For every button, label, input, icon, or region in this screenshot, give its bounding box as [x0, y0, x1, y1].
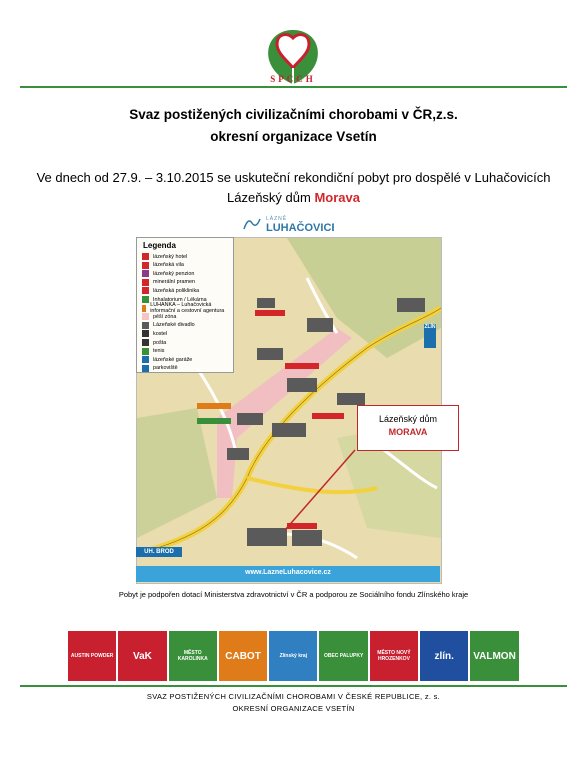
legend-item-label: Lázeňské divadlo: [153, 322, 195, 329]
parking-icon: [142, 365, 149, 372]
sponsor-logo: [169, 631, 217, 681]
pharmacy-icon: [142, 296, 149, 303]
venue-prefix: Lázeňský dům: [227, 190, 315, 205]
legend-item-label: lázeňské garáže: [153, 356, 193, 363]
pedestrian-zone-icon: [142, 313, 149, 320]
legend-item: [142, 364, 178, 373]
legend-item-label: kostel: [153, 330, 168, 337]
sponsor-logo: [370, 631, 418, 681]
spa-villa-icon: [142, 262, 149, 269]
sponsor-name: AUSTIN POWDER: [70, 653, 114, 659]
spa-pension-icon: [142, 270, 149, 277]
church-icon: [142, 330, 149, 337]
legend-item-label: minerální pramen: [153, 279, 195, 286]
legend-item-label: pošta: [153, 339, 167, 346]
info-icon: [142, 305, 146, 312]
legend-item-label: Inhalatorium / Lékárna: [153, 296, 207, 303]
legend-item-label: lázeňská poliklinika: [153, 287, 200, 294]
organization-subtitle: okresní organizace Vsetín: [210, 129, 377, 144]
legend-item-label: parkoviště: [153, 365, 178, 372]
callout-line1: Lázeňský dům: [378, 414, 438, 424]
sponsor-name: VaK: [132, 650, 152, 662]
map-legend: [136, 237, 234, 373]
clinic-icon: [142, 287, 149, 294]
sponsor-logo: [68, 631, 116, 681]
legend-item-label: lázeňský hotel: [153, 253, 188, 260]
lazne-small-text: LÁZNĚ: [266, 216, 288, 222]
event-info: Ve dnech od 27.9. – 3.10.2015 se uskuteční rekondiční pobyt pro dospělé v Luhačovicích: [36, 170, 551, 185]
tennis-icon: [142, 348, 149, 355]
support-statement: Pobyt je podpořen dotací Ministerstva zdravotnictví v ČR a podporou ze Sociálního fondu Zlínského kraje: [118, 590, 469, 599]
sponsor-logo: [118, 631, 166, 681]
sponsor-logo: [319, 631, 367, 681]
legend-item-label: lázeňská vila: [153, 262, 184, 269]
sponsor-logo: [470, 631, 518, 681]
bottom-divider: [20, 685, 567, 687]
post-icon: [142, 339, 149, 346]
sponsor-logo: [420, 631, 468, 681]
sponsor-name: MĚSTO KAROLINKA: [177, 650, 208, 662]
legend-item-label: pěší zóna: [153, 313, 177, 320]
sponsor-name: MĚSTO NOVÝ HROZENKOV: [377, 650, 411, 662]
logo-text: SPCCH: [270, 74, 316, 84]
sponsor-name: OBEC PALUPKY: [323, 653, 364, 659]
spring-icon: [142, 279, 149, 286]
footer-org-name: SVAZ POSTIŽENÝCH CIVILIZAČNÍMI CHOROBAMI V ČESKÉ REPUBLICE, z. s.: [146, 692, 441, 701]
lazne-luhacovice-logo: [242, 213, 334, 233]
garage-icon: [142, 356, 149, 363]
organization-title: Svaz postižených civilizačními chorobami v ČR,z.s.: [129, 107, 458, 122]
legend-title: Legenda: [143, 241, 176, 250]
spa-hotel-icon: [142, 253, 149, 260]
venue-highlight: Morava: [314, 190, 360, 205]
legend-item-label: LUHANKA – Luhačovická informační a cestovní agentura: [150, 302, 225, 315]
legend-item-label: lázeňský penzion: [153, 270, 195, 277]
sponsor-logos: [68, 631, 520, 681]
sponsor-name: Zlínský kraj: [279, 653, 308, 659]
morava-callout: [357, 405, 459, 451]
road-sign-zlin: ZLÍN: [424, 324, 436, 348]
footer-org-branch: OKRESNÍ ORGANIZACE VSETÍN: [232, 704, 355, 713]
venue-info: [0, 190, 587, 205]
map-url-bar: [136, 566, 440, 582]
sponsor-name: VALMON: [473, 650, 516, 662]
road-sign-uh-brod: UH. BROD: [136, 547, 182, 557]
sponsor-logo: [219, 631, 267, 681]
sponsor-name: CABOT: [225, 650, 261, 662]
top-divider: [20, 86, 567, 88]
theatre-icon: [142, 322, 149, 329]
sponsor-logo: [269, 631, 317, 681]
sponsor-name: zlín.: [434, 650, 454, 662]
legend-item-label: tenis: [153, 348, 165, 355]
map-url: www.LazneLuhacovice.cz: [245, 569, 331, 576]
callout-line2: MORAVA: [388, 427, 428, 437]
lazne-big-text: LUHAČOVICE: [266, 222, 334, 233]
